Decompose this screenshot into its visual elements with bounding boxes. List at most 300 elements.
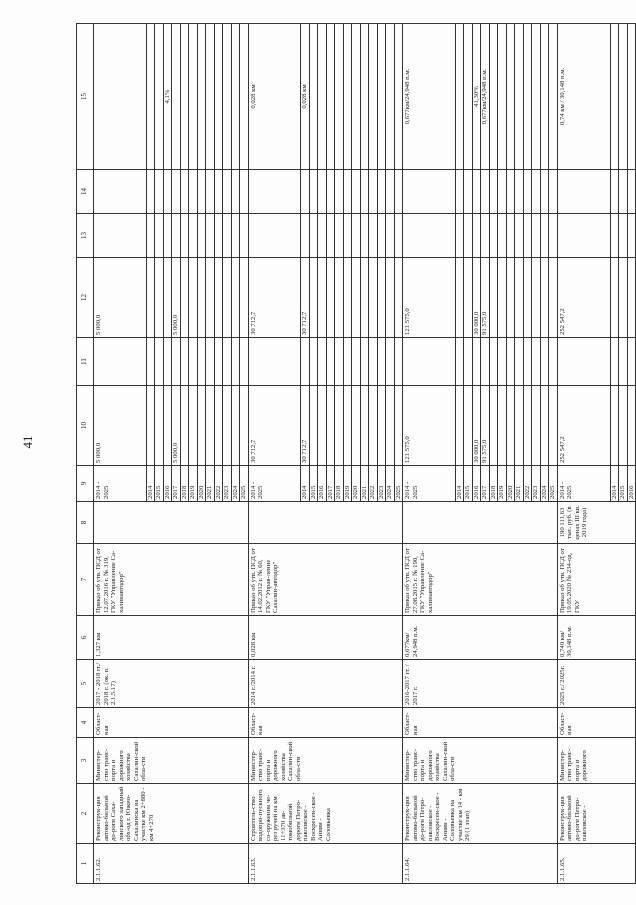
- federal-amount-cell: [163, 338, 172, 386]
- year-cell: 2017: [172, 466, 181, 502]
- result-indicator-cell: [523, 24, 532, 170]
- regional-amount-cell: [180, 258, 189, 338]
- regional-amount-cell: [610, 258, 619, 338]
- result-indicator-cell: [214, 24, 223, 170]
- local-amount-cell: [309, 214, 318, 258]
- regional-amount-cell: [231, 258, 240, 338]
- result-indicator-cell: [223, 24, 232, 170]
- estimated-cost: [248, 502, 403, 544]
- regional-amount-cell: [506, 258, 515, 338]
- federal-amount-cell: [532, 338, 541, 386]
- approval-order: Приказ об утв. ПСД от 27.08.2015 г. № 190, ГКУ "Управление Са-халинавтодор": [403, 544, 558, 616]
- estimated-cost: [403, 502, 558, 544]
- regional-amount-cell: [549, 258, 558, 338]
- result-indicator-cell: [498, 24, 507, 170]
- regional-amount-cell: 5 000,0: [94, 258, 147, 338]
- result-indicator-cell: [146, 24, 155, 170]
- other-amount-cell: [197, 170, 206, 214]
- local-amount-cell: [394, 214, 403, 258]
- regional-amount-cell: [515, 258, 524, 338]
- capacity: 0,028 км: [248, 616, 403, 660]
- other-amount-cell: [610, 170, 619, 214]
- federal-amount-cell: [403, 338, 456, 386]
- regional-amount-cell: [206, 258, 215, 338]
- approval-order: Приказ об утв. ПСД от 19.05.2020 № 234-од, ГКУ: [557, 544, 635, 616]
- total-amount-cell: 121 575,0: [403, 386, 456, 466]
- other-amount-cell: [231, 170, 240, 214]
- total-amount-cell: [464, 386, 473, 466]
- header-cell: 11: [77, 338, 94, 386]
- regional-amount-cell: [343, 258, 352, 338]
- construction-period: 2025 г./ 2025г.: [557, 660, 635, 708]
- year-cell: 2024: [540, 466, 549, 502]
- total-amount-cell: [506, 386, 515, 466]
- year-cell: 2020: [197, 466, 206, 502]
- federal-amount-cell: [326, 338, 335, 386]
- regional-amount-cell: 30 000,0: [472, 258, 481, 338]
- total-amount-cell: 91 575,0: [481, 386, 490, 466]
- regional-amount-cell: [394, 258, 403, 338]
- result-indicator-cell: [464, 24, 473, 170]
- other-amount-cell: [155, 170, 164, 214]
- other-amount-cell: [172, 170, 181, 214]
- project-code: 2.1.1.65.: [557, 844, 635, 884]
- other-amount-cell: [309, 170, 318, 214]
- local-amount-cell: [189, 214, 198, 258]
- total-amount-cell: [627, 386, 636, 466]
- other-amount-cell: [481, 170, 490, 214]
- total-amount-cell: [163, 386, 172, 466]
- project-code: 2.1.1.64.: [403, 844, 558, 884]
- federal-amount-cell: [549, 338, 558, 386]
- result-indicator-cell: [394, 24, 403, 170]
- federal-amount-cell: [240, 338, 249, 386]
- header-cell: 5: [77, 660, 94, 708]
- other-amount-cell: [326, 170, 335, 214]
- result-indicator-cell: [335, 24, 344, 170]
- regional-amount-cell: [352, 258, 361, 338]
- federal-amount-cell: [206, 338, 215, 386]
- year-cell: 2018: [335, 466, 344, 502]
- local-amount-cell: [464, 214, 473, 258]
- total-amount-cell: [343, 386, 352, 466]
- other-amount-cell: [377, 170, 386, 214]
- other-amount-cell: [248, 170, 301, 214]
- year-cell: 2025: [394, 466, 403, 502]
- result-indicator-cell: [240, 24, 249, 170]
- result-indicator-cell: [352, 24, 361, 170]
- other-amount-cell: [489, 170, 498, 214]
- result-indicator-cell: [326, 24, 335, 170]
- header-cell: 13: [77, 214, 94, 258]
- result-indicator-cell: [180, 24, 189, 170]
- year-cell: 2021: [360, 466, 369, 502]
- regional-amount-cell: [163, 258, 172, 338]
- total-amount-cell: 30 712,7: [248, 386, 301, 466]
- project-name: Строитель-ство водопро-пускного со-оружения че-рез ручей на км 11+370 ав-томобильной дороги Петро-павловское - Воскресен-ское - Аниви - Соловьевка: [248, 784, 403, 844]
- other-amount-cell: [214, 170, 223, 214]
- total-amount-cell: [489, 386, 498, 466]
- year-cell: 2015: [309, 466, 318, 502]
- total-amount-cell: [369, 386, 378, 466]
- regional-amount-cell: [146, 258, 155, 338]
- regional-amount-cell: [386, 258, 395, 338]
- local-amount-cell: [146, 214, 155, 258]
- result-indicator-cell: [386, 24, 395, 170]
- local-amount-cell: [360, 214, 369, 258]
- regional-amount-cell: [532, 258, 541, 338]
- result-indicator-cell: 0,028 км: [248, 24, 301, 170]
- local-amount-cell: [532, 214, 541, 258]
- local-amount-cell: [481, 214, 490, 258]
- local-amount-cell: [455, 214, 464, 258]
- other-amount-cell: [627, 170, 636, 214]
- result-indicator-cell: [197, 24, 206, 170]
- regional-amount-cell: [377, 258, 386, 338]
- federal-amount-cell: [189, 338, 198, 386]
- table-row: [248, 24, 301, 884]
- other-amount-cell: [301, 170, 310, 214]
- local-amount-cell: [352, 214, 361, 258]
- other-amount-cell: [619, 170, 628, 214]
- regional-amount-cell: [318, 258, 327, 338]
- other-amount-cell: [515, 170, 524, 214]
- regional-amount-cell: [326, 258, 335, 338]
- local-amount-cell: [335, 214, 344, 258]
- year-cell: 2014 - 2025: [403, 466, 456, 502]
- result-indicator-cell: [506, 24, 515, 170]
- project-code: 2.1.1.63.: [248, 844, 403, 884]
- result-indicator-cell: [619, 24, 628, 170]
- federal-amount-cell: [343, 338, 352, 386]
- regional-amount-cell: [155, 258, 164, 338]
- year-cell: 2021: [515, 466, 524, 502]
- result-indicator-cell: 0,028 км: [301, 24, 310, 170]
- other-amount-cell: [318, 170, 327, 214]
- local-amount-cell: [610, 214, 619, 258]
- local-amount-cell: [326, 214, 335, 258]
- table-row: [403, 24, 456, 884]
- local-amount-cell: [231, 214, 240, 258]
- total-amount-cell: [231, 386, 240, 466]
- header-cell: 7: [77, 544, 94, 616]
- local-amount-cell: [523, 214, 532, 258]
- result-indicator-cell: [309, 24, 318, 170]
- header-row: [77, 24, 94, 884]
- result-indicator-cell: [189, 24, 198, 170]
- local-amount-cell: [206, 214, 215, 258]
- header-cell: 4: [77, 708, 94, 738]
- year-cell: 2022: [369, 466, 378, 502]
- year-cell: 2016: [163, 466, 172, 502]
- result-indicator-cell: [532, 24, 541, 170]
- federal-amount-cell: [627, 338, 636, 386]
- federal-amount-cell: [386, 338, 395, 386]
- responsible-ministry: Министер-ство транс-порта и дорожного: [557, 738, 635, 784]
- year-cell: 2023: [532, 466, 541, 502]
- federal-amount-cell: [464, 338, 473, 386]
- year-cell: 2019: [343, 466, 352, 502]
- local-amount-cell: [180, 214, 189, 258]
- year-cell: 2019: [498, 466, 507, 502]
- local-amount-cell: [94, 214, 147, 258]
- responsible-ministry: Министер-ство транс-порта и дорожного хозяйства Сахалин-ской обла-сти: [403, 738, 558, 784]
- local-amount-cell: [214, 214, 223, 258]
- local-amount-cell: [515, 214, 524, 258]
- federal-amount-cell: [557, 338, 610, 386]
- year-cell: 2018: [489, 466, 498, 502]
- total-amount-cell: [610, 386, 619, 466]
- local-amount-cell: [377, 214, 386, 258]
- federal-amount-cell: [180, 338, 189, 386]
- year-cell: 2023: [223, 466, 232, 502]
- other-amount-cell: [549, 170, 558, 214]
- federal-amount-cell: [94, 338, 147, 386]
- responsible-ministry: Министер-ство транс-порта и дорожного хозяйства Сахалин-ской обла-сти: [248, 738, 403, 784]
- project-name: Реконструк-ция автомо-бильной до-роги Саха-линского западный обх-од г. Южно-Сахалинска на участке км 2+880 - км 4+270: [94, 784, 249, 844]
- year-cell: 2015: [619, 466, 628, 502]
- investment-projects-table: [76, 23, 636, 884]
- local-amount-cell: [155, 214, 164, 258]
- header-cell: 14: [77, 170, 94, 214]
- other-amount-cell: [540, 170, 549, 214]
- result-indicator-cell: 0,677км/24,948 п.м.: [403, 24, 456, 170]
- federal-amount-cell: [360, 338, 369, 386]
- federal-amount-cell: [155, 338, 164, 386]
- regional-amount-cell: [523, 258, 532, 338]
- construction-period: 2017 - 2018 гг./ 2018 г. (ок. п. 2.1.5.17): [94, 660, 249, 708]
- result-indicator-cell: [94, 24, 147, 170]
- result-indicator-cell: [318, 24, 327, 170]
- year-cell: 2018: [180, 466, 189, 502]
- other-amount-cell: [394, 170, 403, 214]
- capacity: 0,677км/ 24,948 п.м.: [403, 616, 558, 660]
- federal-amount-cell: [172, 338, 181, 386]
- year-cell: 2024: [231, 466, 240, 502]
- ownership-type: Област-ная: [94, 708, 249, 738]
- year-cell: 2014 - 2025: [248, 466, 301, 502]
- federal-amount-cell: [377, 338, 386, 386]
- result-indicator-cell: [206, 24, 215, 170]
- other-amount-cell: [240, 170, 249, 214]
- table-row: [557, 24, 610, 884]
- total-amount-cell: [549, 386, 558, 466]
- total-amount-cell: [240, 386, 249, 466]
- total-amount-cell: [386, 386, 395, 466]
- approval-order: Приказ об утв. ПСД от 12.07.2016 г. № 319, ГКУ "Управление Са-халинавтодор": [94, 544, 249, 616]
- estimated-cost: [94, 502, 249, 544]
- total-amount-cell: [619, 386, 628, 466]
- federal-amount-cell: [335, 338, 344, 386]
- header-cell: 15: [77, 24, 94, 170]
- result-indicator-cell: [377, 24, 386, 170]
- federal-amount-cell: [610, 338, 619, 386]
- federal-amount-cell: [498, 338, 507, 386]
- construction-period: 2016-2017 гг. / 2017 г.: [403, 660, 558, 708]
- federal-amount-cell: [231, 338, 240, 386]
- year-cell: 2020: [506, 466, 515, 502]
- total-amount-cell: 5 000,0: [94, 386, 147, 466]
- year-cell: 2022: [523, 466, 532, 502]
- year-cell: 2014 - 2025: [557, 466, 610, 502]
- result-indicator-cell: [515, 24, 524, 170]
- result-indicator-cell: 0,677км/24,948 п.м.: [481, 24, 490, 170]
- header-cell: 3: [77, 738, 94, 784]
- total-amount-cell: [155, 386, 164, 466]
- total-amount-cell: [352, 386, 361, 466]
- regional-amount-cell: [489, 258, 498, 338]
- total-amount-cell: [532, 386, 541, 466]
- local-amount-cell: [343, 214, 352, 258]
- other-amount-cell: [557, 170, 610, 214]
- total-amount-cell: [335, 386, 344, 466]
- federal-amount-cell: [472, 338, 481, 386]
- project-name: Реконструк-ция автомо-бильной до-роги Петро-павловское - Воскресен-ское - Аниви - Соловьевка на участке км 14 - км 29 (1 этап): [403, 784, 558, 844]
- table-row: [94, 24, 147, 884]
- regional-amount-cell: [335, 258, 344, 338]
- project-code: 2.1.1.62.: [94, 844, 249, 884]
- local-amount-cell: [549, 214, 558, 258]
- regional-amount-cell: [197, 258, 206, 338]
- local-amount-cell: [163, 214, 172, 258]
- result-indicator-cell: [540, 24, 549, 170]
- year-cell: 2017: [481, 466, 490, 502]
- rotated-table-container: [76, 24, 636, 884]
- total-amount-cell: [197, 386, 206, 466]
- regional-amount-cell: [464, 258, 473, 338]
- federal-amount-cell: [369, 338, 378, 386]
- other-amount-cell: [386, 170, 395, 214]
- total-amount-cell: [377, 386, 386, 466]
- federal-amount-cell: [352, 338, 361, 386]
- result-indicator-cell: [549, 24, 558, 170]
- total-amount-cell: [523, 386, 532, 466]
- year-cell: 2020: [352, 466, 361, 502]
- result-indicator-cell: 41,30%: [472, 24, 481, 170]
- other-amount-cell: [403, 170, 456, 214]
- other-amount-cell: [223, 170, 232, 214]
- total-amount-cell: [540, 386, 549, 466]
- total-amount-cell: [214, 386, 223, 466]
- total-amount-cell: [498, 386, 507, 466]
- regional-amount-cell: [498, 258, 507, 338]
- regional-amount-cell: [360, 258, 369, 338]
- page-number: 41: [20, 435, 35, 449]
- regional-amount-cell: [619, 258, 628, 338]
- total-amount-cell: [455, 386, 464, 466]
- other-amount-cell: [94, 170, 147, 214]
- total-amount-cell: [206, 386, 215, 466]
- other-amount-cell: [506, 170, 515, 214]
- other-amount-cell: [472, 170, 481, 214]
- responsible-ministry: Министер-ство транс-порта и дорожного хозяйства Сахалин-ской обла-сти: [94, 738, 249, 784]
- local-amount-cell: [627, 214, 636, 258]
- year-cell: 2021: [206, 466, 215, 502]
- federal-amount-cell: [214, 338, 223, 386]
- federal-amount-cell: [394, 338, 403, 386]
- year-cell: 2017: [326, 466, 335, 502]
- year-cell: 2025: [549, 466, 558, 502]
- total-amount-cell: [180, 386, 189, 466]
- local-amount-cell: [223, 214, 232, 258]
- result-indicator-cell: [343, 24, 352, 170]
- local-amount-cell: [540, 214, 549, 258]
- federal-amount-cell: [146, 338, 155, 386]
- result-indicator-cell: [455, 24, 464, 170]
- total-amount-cell: [189, 386, 198, 466]
- regional-amount-cell: [214, 258, 223, 338]
- table-body: [94, 24, 636, 884]
- year-cell: 2015: [155, 466, 164, 502]
- local-amount-cell: [318, 214, 327, 258]
- total-amount-cell: [146, 386, 155, 466]
- local-amount-cell: [240, 214, 249, 258]
- result-indicator-cell: [231, 24, 240, 170]
- year-cell: 2016: [318, 466, 327, 502]
- ownership-type: Област-ная: [248, 708, 403, 738]
- total-amount-cell: [360, 386, 369, 466]
- total-amount-cell: 252 547,2: [557, 386, 610, 466]
- total-amount-cell: 30 000,0: [472, 386, 481, 466]
- total-amount-cell: [223, 386, 232, 466]
- federal-amount-cell: [540, 338, 549, 386]
- local-amount-cell: [172, 214, 181, 258]
- total-amount-cell: [326, 386, 335, 466]
- result-indicator-cell: 0,74 км / 30,148 п.м.: [557, 24, 610, 170]
- year-cell: 2014: [455, 466, 464, 502]
- total-amount-cell: [515, 386, 524, 466]
- regional-amount-cell: 91 575,0: [481, 258, 490, 338]
- year-cell: 2023: [377, 466, 386, 502]
- other-amount-cell: [532, 170, 541, 214]
- regional-amount-cell: [627, 258, 636, 338]
- year-cell: 2014 - 2025: [94, 466, 147, 502]
- federal-amount-cell: [523, 338, 532, 386]
- other-amount-cell: [189, 170, 198, 214]
- other-amount-cell: [360, 170, 369, 214]
- other-amount-cell: [523, 170, 532, 214]
- other-amount-cell: [335, 170, 344, 214]
- regional-amount-cell: 30 712,7: [248, 258, 301, 338]
- capacity: 0,740 км/ 30,148 п.м.: [557, 616, 635, 660]
- other-amount-cell: [455, 170, 464, 214]
- federal-amount-cell: [318, 338, 327, 386]
- other-amount-cell: [146, 170, 155, 214]
- total-amount-cell: 30 712,7: [301, 386, 310, 466]
- regional-amount-cell: 5 000,0: [172, 258, 181, 338]
- regional-amount-cell: [223, 258, 232, 338]
- federal-amount-cell: [248, 338, 301, 386]
- local-amount-cell: [197, 214, 206, 258]
- other-amount-cell: [352, 170, 361, 214]
- result-indicator-cell: [627, 24, 636, 170]
- header-cell: 12: [77, 258, 94, 338]
- header-cell: 1: [77, 844, 94, 884]
- local-amount-cell: [248, 214, 301, 258]
- ownership-type: Област-ная: [403, 708, 558, 738]
- regional-amount-cell: 252 547,2: [557, 258, 610, 338]
- year-cell: 2016: [627, 466, 636, 502]
- approval-order: Приказ об утв. ПСД от 14.02.2012 г. № 60, ГКУ "Управ-ление Сахалин-автодор": [248, 544, 403, 616]
- year-cell: 2022: [214, 466, 223, 502]
- federal-amount-cell: [301, 338, 310, 386]
- other-amount-cell: [369, 170, 378, 214]
- other-amount-cell: [206, 170, 215, 214]
- header-cell: 10: [77, 386, 94, 466]
- other-amount-cell: [464, 170, 473, 214]
- federal-amount-cell: [515, 338, 524, 386]
- total-amount-cell: [318, 386, 327, 466]
